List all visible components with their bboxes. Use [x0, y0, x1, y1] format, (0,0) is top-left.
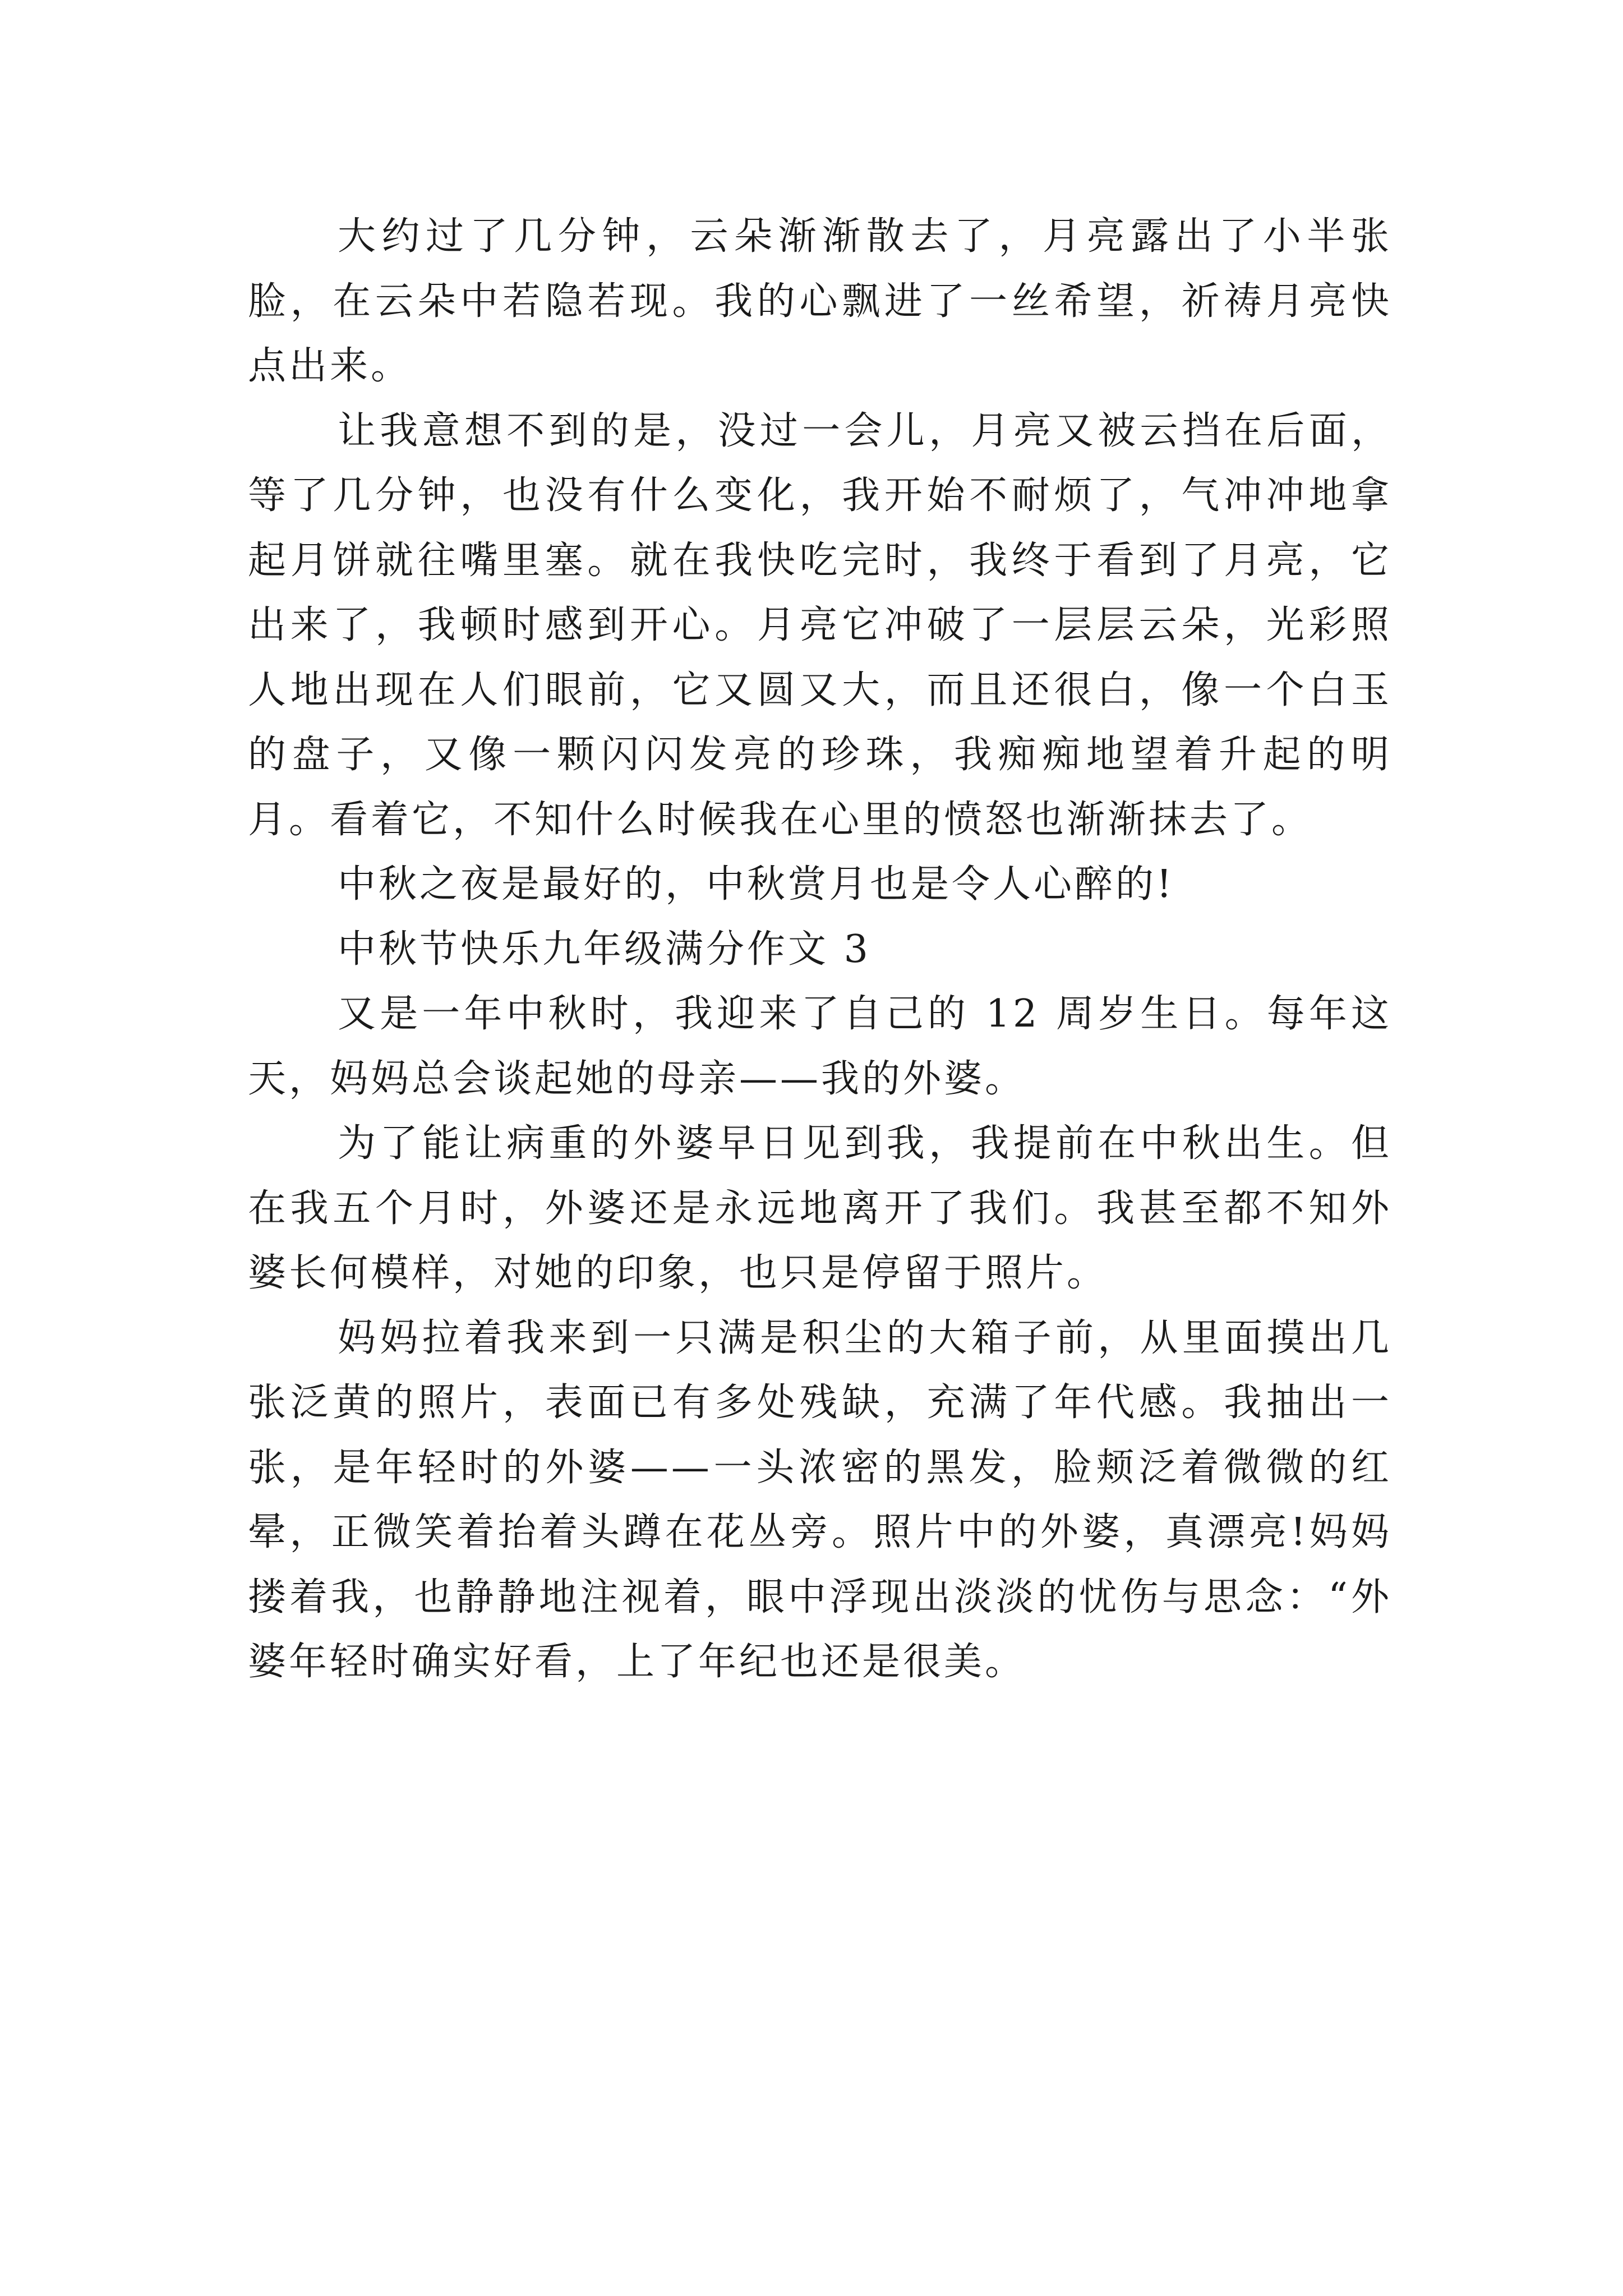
section-title: 中秋节快乐九年级满分作文 3 — [338, 927, 871, 972]
paragraph-mid-autumn-night: 中秋之夜是最好的，中秋赏月也是令人心醉的! — [338, 862, 1175, 907]
paragraph-old-photos: 妈妈拉着我来到一只满是积尘的大箱子前，从里面摸出几张泛黄的照片，表面已有多处残缺，充满了年代感。我抽出一张，是年轻时的外婆——一头浓密的黑发，脸颊泛着微微的红晕，正微笑着抬着头蹲在花丛旁。照片中的外婆，真漂亮!妈妈搂着我，也静静地注视着，眼中浮现出淡淡的忧伤与思念：“外婆年轻时确实好看，上了年纪也还是很美。 — [248, 1315, 1392, 1684]
paragraph-moon-appears: 大约过了几分钟，云朵渐渐散去了，月亮露出了小半张脸，在云朵中若隐若现。我的心飘进了一丝希望，祈祷月亮快点出来。 — [248, 214, 1392, 388]
document-body — [248, 204, 1392, 1695]
paragraph-moon-breaks-through: 让我意想不到的是，没过一会儿，月亮又被云挡在后面，等了几分钟，也没有什么变化，我开始不耐烦了，气冲冲地拿起月饼就往嘴里塞。就在我快吃完时，我终于看到了月亮，它出来了，我顿时感到开心。月亮它冲破了一层层云朵，光彩照人地出现在人们眼前，它又圆又大，而且还很白，像一个白玉的盘子，又像一颗闪闪发亮的珍珠，我痴痴地望着升起的明月。看着它，不知什么时候我在心里的愤怒也渐渐抹去了。 — [248, 408, 1392, 842]
paragraph-birthday: 又是一年中秋时，我迎来了自己的 12 周岁生日。每年这天，妈妈总会谈起她的母亲——我的外婆。 — [248, 992, 1392, 1101]
paragraph-grandmother: 为了能让病重的外婆早日见到我，我提前在中秋出生。但在我五个月时，外婆还是永远地离开了我们。我甚至都不知外婆长何模样，对她的印象，也只是停留于照片。 — [248, 1121, 1392, 1295]
